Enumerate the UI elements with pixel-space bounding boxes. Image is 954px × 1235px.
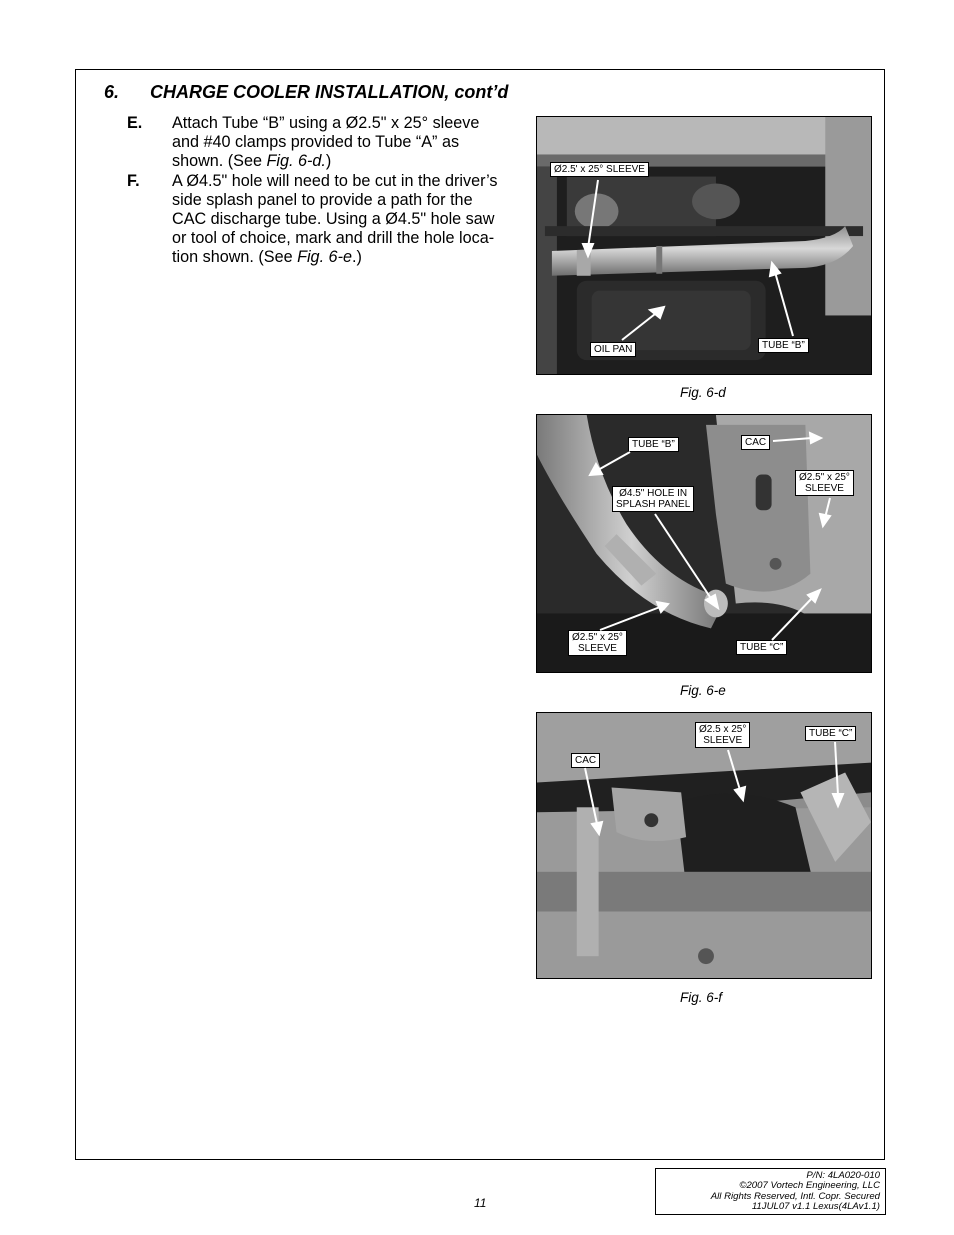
copyright: ©2007 Vortech Engineering, LLC	[739, 1180, 880, 1192]
step-letter: F.	[127, 172, 140, 190]
label-sleeve: Ø2.5" x 25° SLEEVE	[568, 630, 627, 656]
label-cac: CAC	[741, 435, 770, 450]
step-line: A Ø4.5" hole will need to be cut in the driver’s	[172, 172, 498, 190]
figure-reference: Fig. 6-d.	[266, 152, 326, 170]
part-number: P/N: 4LA020-010	[806, 1170, 880, 1181]
figure-reference: Fig. 6-e	[297, 248, 352, 266]
figure-caption: Fig. 6-d	[680, 385, 726, 400]
section-title: CHARGE COOLER INSTALLATION, cont’d	[150, 82, 509, 102]
step-line: and #40 clamps provided to Tube “A” as	[172, 133, 460, 151]
footer-info-box	[655, 1168, 886, 1215]
step-letter: E.	[127, 114, 143, 132]
page-number: 11	[474, 1196, 487, 1210]
label-tube-c: TUBE “C”	[736, 640, 787, 655]
step-line: or tool of choice, mark and drill the hole loca-	[172, 229, 495, 247]
label-sleeve: Ø2.5" x 25° SLEEVE	[795, 470, 854, 496]
label-cac: CAC	[571, 753, 600, 768]
figure-caption: Fig. 6-e	[680, 683, 726, 698]
figure-caption: Fig. 6-f	[680, 990, 723, 1005]
label-tube-c: TUBE “C”	[805, 726, 856, 741]
label-tube-b: TUBE “B”	[758, 338, 809, 353]
label-tube-b: TUBE “B”	[628, 437, 679, 452]
version: 11JUL07 v1.1 Lexus(4LAv1.1)	[751, 1201, 880, 1213]
label-hole: Ø4.5" HOLE IN SPLASH PANEL	[612, 486, 694, 512]
rights-notice: All Rights Reserved, Intl. Copr. Secured	[710, 1190, 880, 1202]
step-line: CAC discharge tube. Using a Ø4.5" hole saw	[172, 210, 495, 228]
label-sleeve: Ø2.5 x 25° SLEEVE	[695, 722, 750, 748]
step-line: tion shown. (See Fig. 6-e.)	[172, 248, 362, 266]
step-line: shown. (See Fig. 6-d.)	[172, 152, 332, 170]
step-line: side splash panel to provide a path for the	[172, 191, 473, 209]
label-sleeve: Ø2.5' x 25° SLEEVE	[550, 162, 649, 177]
section-number: 6.	[104, 82, 120, 102]
label-oil-pan: OIL PAN	[590, 342, 636, 357]
step-line: Attach Tube “B” using a Ø2.5" x 25° sleeve	[172, 114, 480, 132]
